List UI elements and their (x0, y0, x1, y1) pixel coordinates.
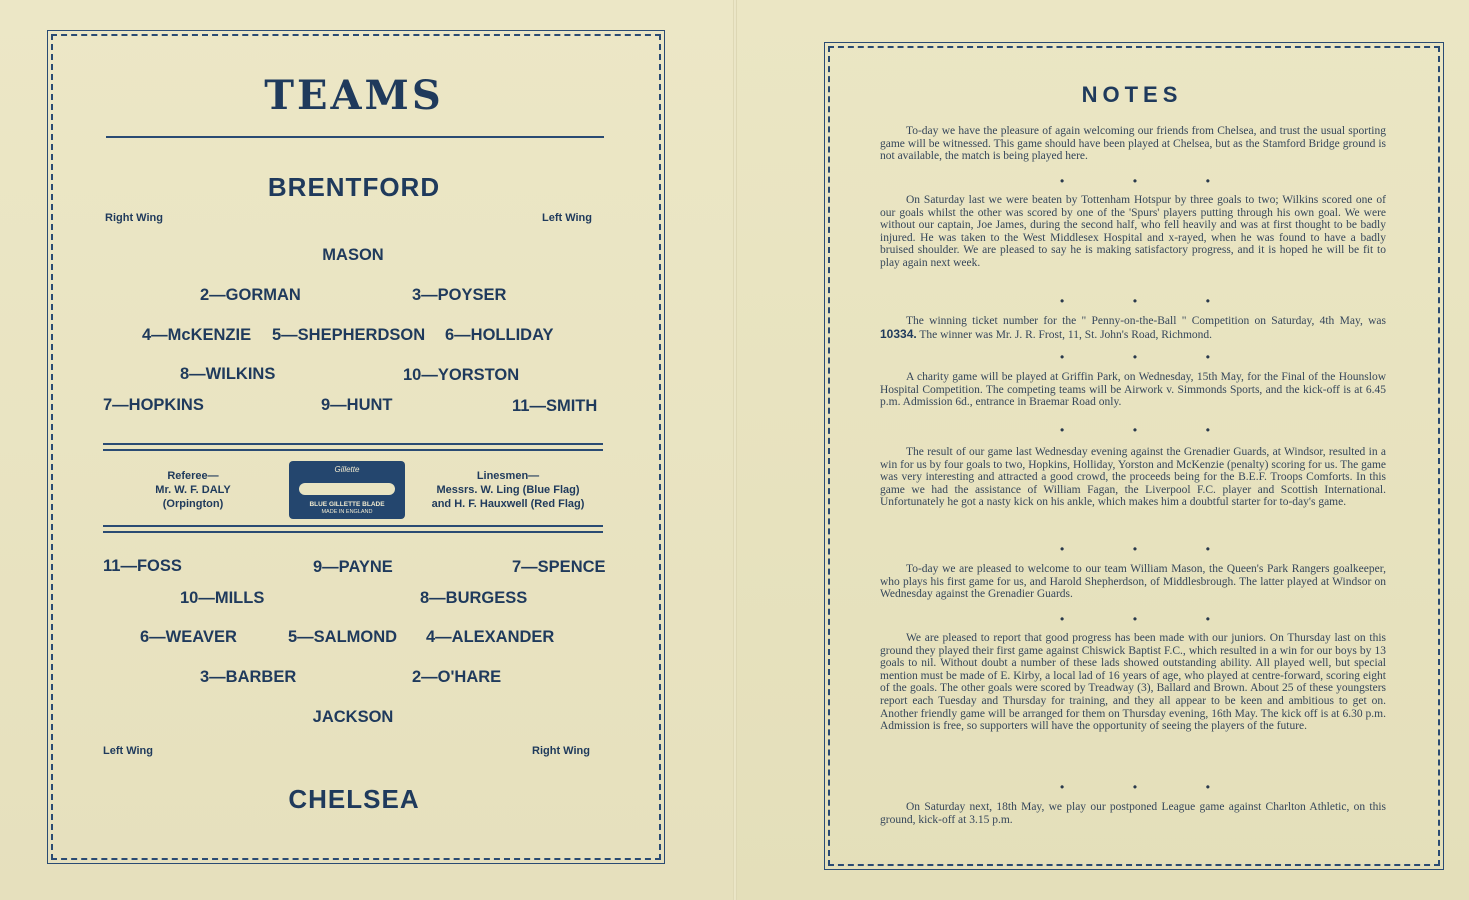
note-paragraph: The result of our game last Wednesday evening against the Grenadier Guards, at Windsor, resulted in a win for us by four goals to two, Hopkins, Holliday, Yorston and McKenzie (penalty) scoring for us. The game was very interesting and attracted a good crowd, the proceeds being for the B.E.F. Troops Comforts. In this game we had the assistance of William Fagan, the Liverpool F.C. player and Scottish International. Unfortunately he got a nasty kick on his ankle, which makes him a doubtful starter for to-day's game. (880, 446, 1386, 509)
home-forward: 11—SMITH (512, 397, 598, 415)
referee-name: Mr. W. F. DALY (155, 484, 231, 496)
linesmen-line2: and H. F. Hauxwell (Red Flag) (431, 498, 585, 510)
away-right-wing-label: Right Wing (532, 745, 590, 757)
note-separator: • • • (1060, 423, 1210, 437)
note-separator: • • • (1060, 350, 1210, 364)
home-half-back: 6—HOLLIDAY (445, 326, 554, 344)
home-half-back: 4—McKENZIE (142, 326, 252, 344)
teams-title-rule (106, 136, 604, 138)
home-inside-forward: 10—YORSTON (403, 366, 520, 384)
note-paragraph: To-day we are pleased to welcome to our team William Mason, the Queen's Park Rangers goalkeeper, who plays his first game for us, and Harold Shepherdson, of Middlesbrough. The latter played at Windsor on Wednesday against the Grenadier Guards. (880, 563, 1386, 601)
referee-label: Referee— (167, 470, 219, 482)
officials-bottom-rule (103, 525, 603, 533)
home-forward: 7—HOPKINS (103, 396, 204, 414)
note-paragraph: To-day we have the pleasure of again welcoming our friends from Chelsea, and trust the usual sporting game will be witnessed. This game should have been played at Chelsea, but as the Stamford Bridge ground is not available, the match is being played here. (880, 125, 1386, 163)
home-inside-forward: 8—WILKINS (180, 365, 276, 383)
away-left-wing-label: Left Wing (103, 745, 153, 757)
advert-line1: BLUE GILLETTE BLADE (309, 501, 385, 508)
away-half-back: 6—WEAVER (140, 628, 237, 646)
home-team-name: BRENTFORD (267, 172, 441, 202)
home-forward: 9—HUNT (321, 396, 393, 414)
home-back: 2—GORMAN (200, 286, 301, 304)
officials-top-rule (103, 443, 603, 451)
away-back: 2—O'HARE (412, 668, 502, 686)
home-back: 3—POYSER (412, 286, 507, 304)
note-paragraph: We are pleased to report that good progress has been made with our juniors. On Thursday last on this ground they played their first game against Chiswick Baptist F.C., which resulted in a win for our boys by 13 goals to nil. Without doubt a number of these lads showed outstanding ability. All played well, but special mention must be made of E. Kirby, a local lad of 16 years of age, who played at centre-forward, scoring eight of the goals. The other goals were scored by Treadway (3), Ballard and Brown. About 25 of these youngsters report each Tuesday and Thursday for training, and they all appear to be keen and ambitious to get on. Another friendly game will be arranged for them on Thursday evening, 16th May. The kick off is at 6.30 p.m. Admission is free, so supporters will have the opportunity of seeing the players of the future. (880, 632, 1386, 733)
home-goalkeeper: MASON (322, 246, 384, 264)
away-inside-forward: 10—MILLS (180, 589, 265, 607)
razor-blade-icon (299, 483, 395, 495)
note-separator: • • • (1060, 612, 1210, 626)
away-goalkeeper: JACKSON (312, 708, 394, 726)
page-fold (733, 0, 737, 900)
note-paragraph: On Saturday last we were beaten by Tottenham Hotspur by three goals to two; Wilkins scored one of our goals whilst the other was scored by one of the 'Spurs' players putting through his own goal. We were without our captain, Joe James, during the second half, who fell heavily and was at first thought to be badly injured. He was taken to the West Middlesex Hospital and x-rayed, when he was found to have a badly bruised shoulder. We are pleased to say he is making satisfactory progress, and it is hoped he will be fit to play again next week. (880, 194, 1386, 269)
away-team-name: CHELSEA (288, 784, 420, 814)
referee-block (130, 469, 256, 511)
note-separator: • • • (1060, 174, 1210, 188)
away-half-back: 5—SALMOND (288, 628, 398, 646)
referee-town: (Orpington) (162, 498, 224, 510)
gillette-blade-advert (289, 461, 405, 519)
note-separator: • • • (1060, 294, 1210, 308)
away-forward: 11—FOSS (103, 557, 182, 575)
home-right-wing-label: Right Wing (105, 212, 163, 224)
note-paragraph-lottery: The winning ticket number for the " Penny-on-the-Ball " Competition on Saturday, 4th May, was 10334. The winner was Mr. J. R. Frost, 11, St. John's Road, Richmond. (880, 315, 1386, 341)
linesmen-block (410, 469, 606, 511)
away-inside-forward: 8—BURGESS (420, 589, 528, 607)
away-forward: 7—SPENCE (512, 558, 606, 576)
away-back: 3—BARBER (200, 668, 297, 686)
notes-title: NOTES (1081, 82, 1183, 107)
away-half-back: 4—ALEXANDER (426, 628, 555, 646)
home-half-back: 5—SHEPHERDSON (272, 326, 426, 344)
note-paragraph: A charity game will be played at Griffin Park, on Wednesday, 15th May, for the Final of the Hounslow Hospital Competition. The competing teams will be Airwork v. Simmonds Sports, and the kick-off is at 6.45 p.m. Admission 6d., entrance in Braemar Road only. (880, 371, 1386, 409)
linesmen-line1: Messrs. W. Ling (Blue Flag) (436, 484, 580, 496)
home-left-wing-label: Left Wing (542, 212, 592, 224)
away-forward: 9—PAYNE (313, 558, 393, 576)
teams-title: TEAMS (264, 72, 444, 119)
note-paragraph: On Saturday next, 18th May, we play our postponed League game against Charlton Athletic, on this ground, kick-off at 3.15 p.m. (880, 801, 1386, 826)
gillette-logo: Gillette (334, 465, 360, 474)
advert-line2: MADE IN ENGLAND (321, 509, 373, 515)
linesmen-label: Linesmen— (476, 470, 540, 482)
note-separator: • • • (1060, 542, 1210, 556)
winning-ticket-number: 10334. (880, 326, 917, 341)
note-separator: • • • (1060, 780, 1210, 794)
